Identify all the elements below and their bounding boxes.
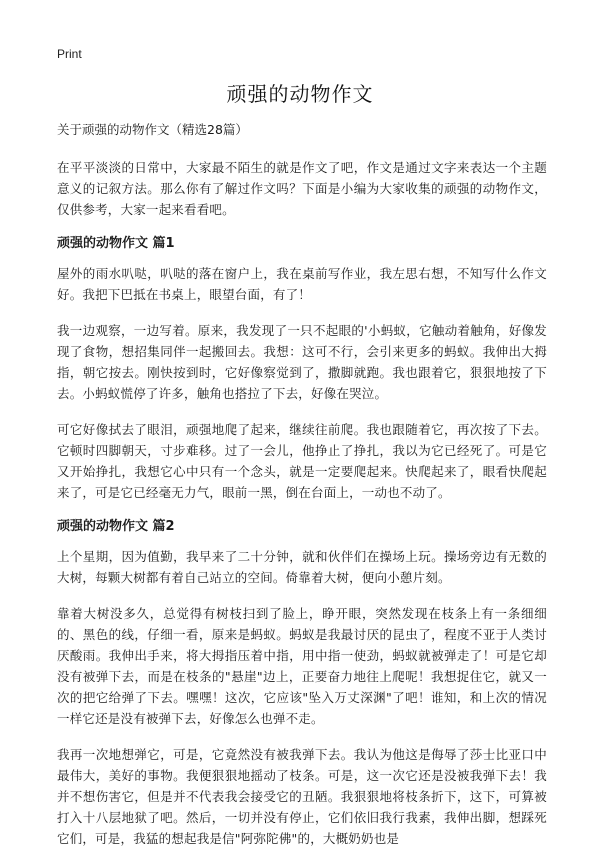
paragraph: 我再一次地想弹它，可是，它竟然没有被我弹下去。我认为他这是侮辱了莎士比亚口中最伟大，美好的事物。我便狠狠地摇动了枝条。可是，这一次它还是没被我弹下去！我并不想伤害它，但是并不代表我会接受它的丑陋。我狠狠地将枝条折下，这下，可算被打入十八层地狱了吧。然后，一切并没有停止，它们依旧我行我素，我伸出脚，想踩死它们，可是，我猛的想起我是信"阿弥陀佛"的，大概奶奶也是 — [57, 747, 547, 846]
paragraph: 我一边观察，一边写着。原来，我发现了一只不起眼的'小蚂蚁，它触动着触角，好像发现了食物，想招集同伴一起搬回去。我想：这可不行，会引来更多的蚂蚁。我伸出大拇指，朝它按去。刚快按到时，它好像察觉到了，撒脚就跑。我也跟着它，狠狠地按了下去。小蚂蚁慌停了许多，触角也搭拉了下去，好像在哭泣。 — [57, 323, 547, 401]
page-title: 顽强的动物作文 — [226, 82, 374, 106]
paragraph: 可它好像拭去了眼泪，顽强地爬了起来，继续往前爬。我也跟随着它，再次按了下去。它顿时四脚朝天，寸步难移。过了一会儿，他挣止了挣扎，我以为它已经死了。可是它又开始挣扎，我想它心中只有一个念头，就是一定要爬起来。快爬起来了，眼看快爬起来了，可是它已经毫无力气，眼前一黑，倒在台面上，一动也不动了。 — [57, 422, 547, 500]
paragraph: 上个星期，因为值勤，我早来了二十分钟，就和伙伴们在操场上玩。操场旁边有无数的大树，每颗大树都有着自己站立的空间。倚靠着大树，便向小憩片刻。 — [57, 549, 547, 585]
print-link[interactable]: Print — [57, 47, 82, 61]
section-heading: 顽强的动物作文 篇1 — [57, 236, 175, 251]
article-body — [57, 121, 547, 864]
paragraph: 屋外的雨水叭哒，叭哒的落在窗户上，我在桌前写作业，我左思右想，不知写什么作文好。我把下巴抵在书桌上，眼望台面，有了！ — [57, 266, 547, 302]
intro-paragraph: 在平平淡淡的日常中，大家最不陌生的就是作文了吧，作文是通过文字来表达一个主题意义的记叙方法。那么你有了解过作文吗？下面是小编为大家收集的顽强的动物作文，仅供参考，大家一起来看看吧。 — [57, 160, 547, 217]
section-2 — [57, 518, 547, 849]
article-subtitle: 关于顽强的动物作文（精选28篇） — [57, 122, 248, 137]
section-heading: 顽强的动物作文 篇2 — [57, 519, 175, 534]
paragraph: 靠着大树没多久，总觉得有树枝扫到了脸上，睁开眼，突然发现在枝条上有一条细细的、黑色的线，仔细一看，原来是蚂蚁。蚂蚁是我最讨厌的昆虫了，程度不亚于人类讨厌酸雨。我伸出手来，将大拇指压着中指，用中指一使劲，蚂蚁就被弹走了！可是它却没有被弹下去，而是在枝条的"悬崖"边上，正要奋力地往上爬呢！我想捉住它，就又一次的把它给弹了下去。嘿嘿！这次，它应该"坠入万丈深渊"了吧！谁知，和上次的情况一样它还是没有被弹下去，好像怎么也弹不走。 — [57, 606, 547, 726]
section-1 — [57, 235, 547, 503]
